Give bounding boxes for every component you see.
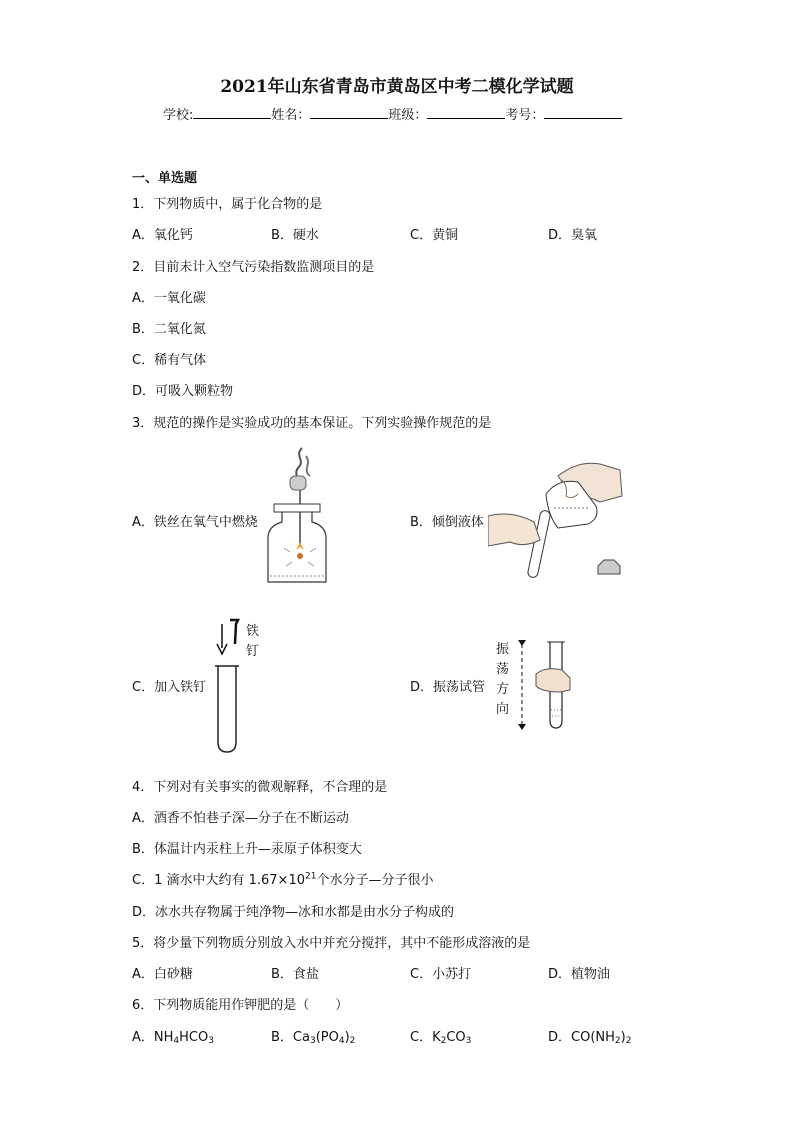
page-title: 2021年山东省青岛市黄岛区中考二模化学试题 <box>220 77 574 97</box>
question-5-option-a: A．白砂糖 <box>132 967 193 982</box>
question-4-option-a: A．酒香不怕巷子深—分子在不断运动 <box>132 811 349 826</box>
formula-text: (PO <box>315 1030 339 1045</box>
formula-text: ) <box>620 1030 626 1045</box>
student-info <box>163 104 622 123</box>
class-label: 班级： <box>388 108 428 123</box>
question-3-stem: 3．规范的操作是实验成功的基本保证。下列实验操作规范的是 <box>132 416 492 431</box>
question-5-option-b: B．食盐 <box>271 967 319 982</box>
question-2-option-c: C．稀有气体 <box>132 353 207 368</box>
formula-text: B．Ca <box>271 1030 310 1045</box>
shaking-test-tube-figure <box>512 640 578 732</box>
name-label: 姓名： <box>271 108 311 123</box>
formula-text: HCO <box>179 1030 209 1045</box>
question-2-option-d: D．可吸入颗粒物 <box>132 384 234 399</box>
question-6-option-c <box>410 1026 471 1046</box>
shake-direction-label <box>496 640 510 720</box>
question-6-option-a <box>132 1026 214 1046</box>
question-1-option-d: D．臭氧 <box>548 228 598 243</box>
pouring-liquid-figure <box>488 456 628 584</box>
subscript: 3 <box>309 1036 316 1046</box>
question-6-option-b <box>271 1026 355 1046</box>
question-2-option-b: B．二氧化氮 <box>132 322 206 337</box>
nail-label-1: 铁 <box>246 624 260 639</box>
question-3-option-a: A．铁丝在氧气中燃烧 <box>132 515 258 530</box>
subscript: 4 <box>173 1036 180 1046</box>
question-3-option-d: D．振荡试管 <box>410 680 486 695</box>
school-label: 学校: <box>163 108 194 123</box>
shake-direction-char: 振 <box>496 642 510 657</box>
question-2-stem: 2．目前未计入空气污染指数监测项目的是 <box>132 260 375 275</box>
nail-label-2: 钉 <box>246 644 260 659</box>
subscript: 2 <box>614 1036 621 1046</box>
subscript: 2 <box>440 1036 447 1046</box>
question-1-stem: 1．下列物质中，属于化合物的是 <box>132 197 323 212</box>
number-blank <box>544 104 622 119</box>
question-4-stem: 4．下列对有关事实的微观解释，不合理的是 <box>132 780 388 795</box>
option-text: C．1 滴水中大约有 1.67×10 <box>132 873 305 888</box>
subscript: 3 <box>465 1036 472 1046</box>
question-6-option-d <box>548 1026 631 1046</box>
question-5-stem: 5．将少量下列物质分别放入水中并充分搅拌，其中不能形成溶液的是 <box>132 936 531 951</box>
question-2-option-a: A．一氧化碳 <box>132 291 206 306</box>
shake-direction-char: 荡 <box>496 662 510 677</box>
shake-direction-char: 方 <box>496 682 510 697</box>
formula-text: ) <box>344 1030 350 1045</box>
formula-text: A．NH <box>132 1030 174 1045</box>
question-1-option-a: A．氧化钙 <box>132 228 193 243</box>
question-3-option-b: B．倾倒液体 <box>410 515 484 530</box>
iron-burning-bottle-figure <box>262 446 328 586</box>
question-5-option-d: D．植物油 <box>548 967 611 982</box>
section-heading: 一、单选题 <box>132 171 198 186</box>
question-5-option-c: C．小苏打 <box>410 967 472 982</box>
question-4-option-c <box>132 869 433 888</box>
formula-text: C．K <box>410 1030 441 1045</box>
shake-direction-char: 向 <box>496 702 510 717</box>
school-blank <box>193 104 271 119</box>
question-1-option-c: C．黄铜 <box>410 228 459 243</box>
question-6-stem: 6．下列物质能用作钾肥的是（ ） <box>132 998 349 1013</box>
question-1-option-b: B．硬水 <box>271 228 319 243</box>
formula-text: D．CO(NH <box>548 1030 615 1045</box>
superscript: 21 <box>305 871 317 882</box>
subscript: 2 <box>349 1036 356 1046</box>
number-label: 考号： <box>505 108 545 123</box>
question-3-option-c: C．加入铁钉 <box>132 680 207 695</box>
class-blank <box>427 104 505 119</box>
subscript: 3 <box>208 1036 214 1046</box>
formula-text: CO <box>446 1030 466 1045</box>
option-text: 个水分子—分子很小 <box>316 873 434 888</box>
question-4-option-d: D．冰水共存物属于纯净物—冰和水都是由水分子构成的 <box>132 905 455 920</box>
adding-iron-nail-figure <box>212 616 268 756</box>
subscript: 2 <box>625 1036 632 1046</box>
question-4-option-b: B．体温计内汞柱上升—汞原子体积变大 <box>132 842 362 857</box>
subscript: 4 <box>338 1036 345 1046</box>
name-blank <box>310 104 388 119</box>
